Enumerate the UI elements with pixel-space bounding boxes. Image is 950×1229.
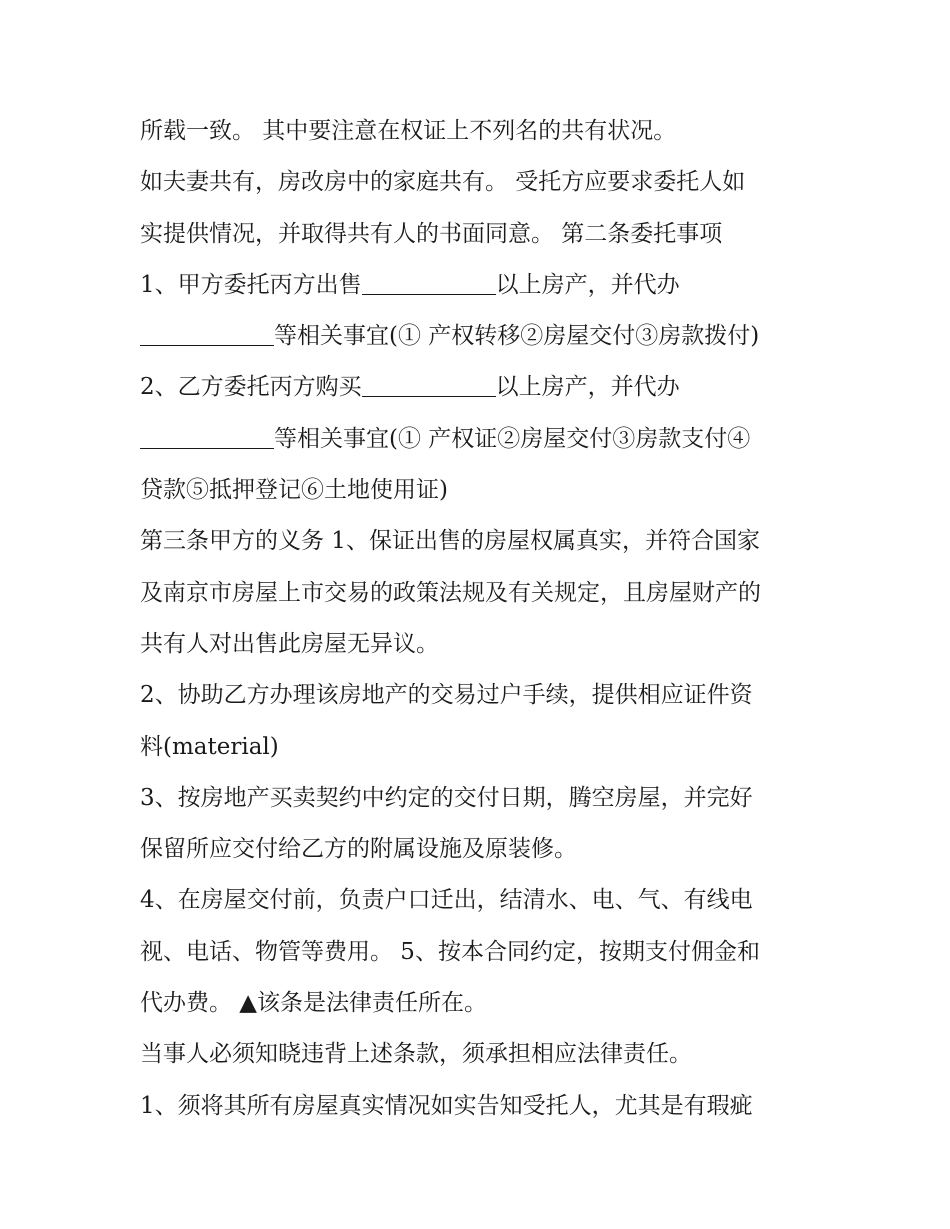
text-segment: 及南京市房屋上市交易的政策法规及有关规定，且房屋财产的 <box>140 579 761 606</box>
text-segment: 所载一致。 其中要注意在权证上不列名的共有状况。 <box>140 118 677 144</box>
text-segment: 以上房产，并代办 <box>495 271 680 298</box>
text-segment: 共有人对出售此房屋无异议。 <box>140 630 439 657</box>
text-segment: 等相关事宜(① 产权证②房屋交付③房款支付④ <box>274 425 751 452</box>
text-segment: 贷款⑤抵押登记⑥土地使用证) <box>140 477 448 504</box>
text-line-7 <box>140 414 820 465</box>
text-line-3 <box>140 209 820 260</box>
text-segment: 2、协助乙方办理该房地产的交易过户手续，提供相应证件资 <box>140 682 753 709</box>
text-line-11 <box>140 619 820 670</box>
text-line-10 <box>140 568 820 619</box>
text-segment: 当事人必须知晓违背上述条款，须承担相应法律责任。 <box>140 1041 692 1068</box>
text-segment: 2、乙方委托丙方购买 <box>140 374 362 401</box>
text-segment: 以上房产，并代办 <box>495 374 680 401</box>
text-segment: 1、须将其所有房屋真实情况如实告知受托人，尤其是有瑕疵 <box>140 1092 753 1119</box>
document-body <box>140 106 820 1132</box>
text-segment: 代办费。 ▲该条是法律责任所在。 <box>140 990 487 1017</box>
text-line-19 <box>140 1029 820 1080</box>
text-line-16 <box>140 875 820 926</box>
fill-in-blank <box>140 344 274 346</box>
text-segment: 实提供情况，并取得共有人的书面同意。 第二条委托事项 <box>140 220 723 247</box>
text-segment: 如夫妻共有，房改房中的家庭共有。 受托方应要求委托人如 <box>140 169 746 196</box>
text-segment: 保留所应交付给乙方的附属设施及原装修。 <box>140 836 577 863</box>
text-segment: 4、在房屋交付前，负责户口迁出，结清水、电、气、有线电 <box>140 887 753 914</box>
fill-in-blank <box>140 447 274 449</box>
text-line-13 <box>140 722 820 773</box>
text-line-4 <box>140 260 820 311</box>
text-line-1 <box>140 106 820 157</box>
text-line-14 <box>140 773 820 824</box>
text-line-2 <box>140 157 820 208</box>
text-segment: 料(material) <box>140 733 279 760</box>
text-segment: 1、甲方委托丙方出售 <box>140 271 362 298</box>
text-line-12 <box>140 670 820 721</box>
fill-in-blank <box>362 293 496 295</box>
text-segment: 3、按房地产买卖契约中约定的交付日期，腾空房屋，并完好 <box>140 784 753 811</box>
text-line-20 <box>140 1081 820 1132</box>
text-line-9 <box>140 516 820 567</box>
text-line-15 <box>140 824 820 875</box>
text-segment: 视、电话、物管等费用。 5、按本合同约定，按期支付佣金和 <box>140 938 760 965</box>
text-segment: 第三条甲方的义务 1、保证出售的房屋权属真实，并符合国家 <box>140 528 760 555</box>
text-line-18 <box>140 978 820 1029</box>
text-line-6 <box>140 362 820 413</box>
text-line-17 <box>140 927 820 978</box>
text-line-5 <box>140 311 820 362</box>
text-segment: 等相关事宜(① 产权转移②房屋交付③房款拨付) <box>274 323 760 350</box>
fill-in-blank <box>362 395 496 397</box>
text-line-8 <box>140 465 820 516</box>
